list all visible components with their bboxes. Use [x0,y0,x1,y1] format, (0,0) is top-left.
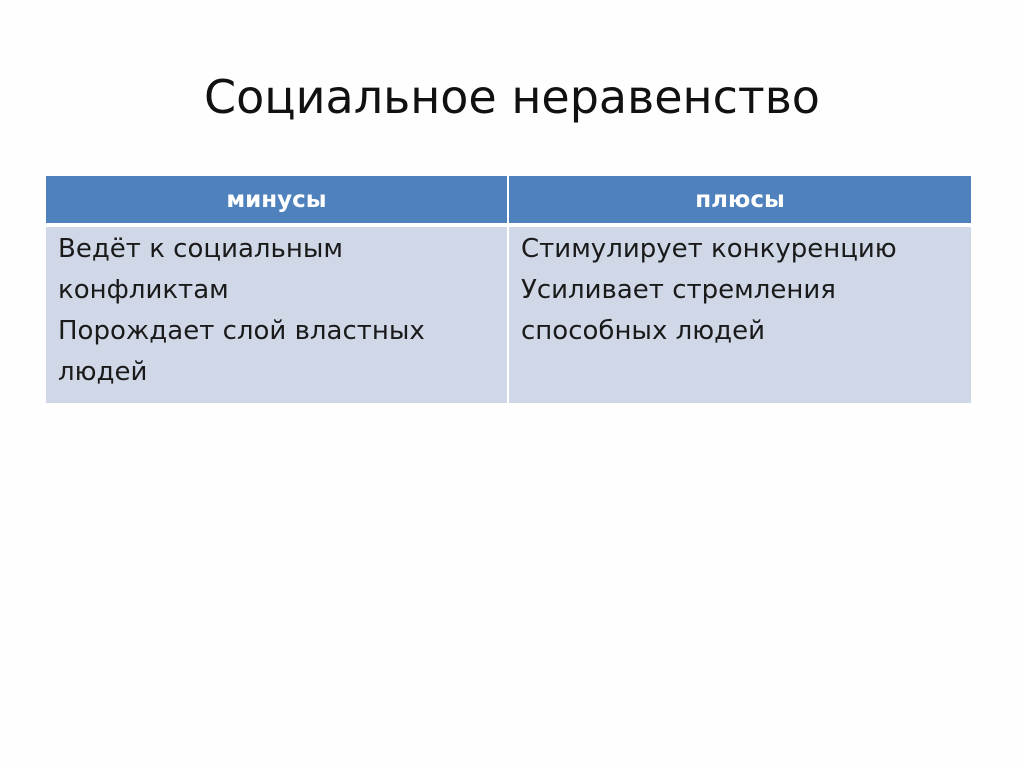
comparison-table [46,176,971,403]
minuses-line: Ведёт к социальным [58,234,343,264]
minuses-line: конфликтам [58,275,229,305]
header-minuses: минусы [46,176,507,223]
minuses-cell [46,227,507,403]
header-pluses: плюсы [509,176,971,223]
table-body-row [46,227,971,403]
pluses-line: Стимулирует конкуренцию [521,234,897,264]
pluses-line: Усиливает стремления [521,275,836,305]
minuses-line: людей [58,357,148,387]
pluses-cell [509,227,971,403]
pluses-line: способных людей [521,316,765,346]
slide-title: Социальное неравенство [204,70,820,124]
minuses-line: Порождает слой властных [58,316,425,346]
table-header-row [46,176,971,223]
